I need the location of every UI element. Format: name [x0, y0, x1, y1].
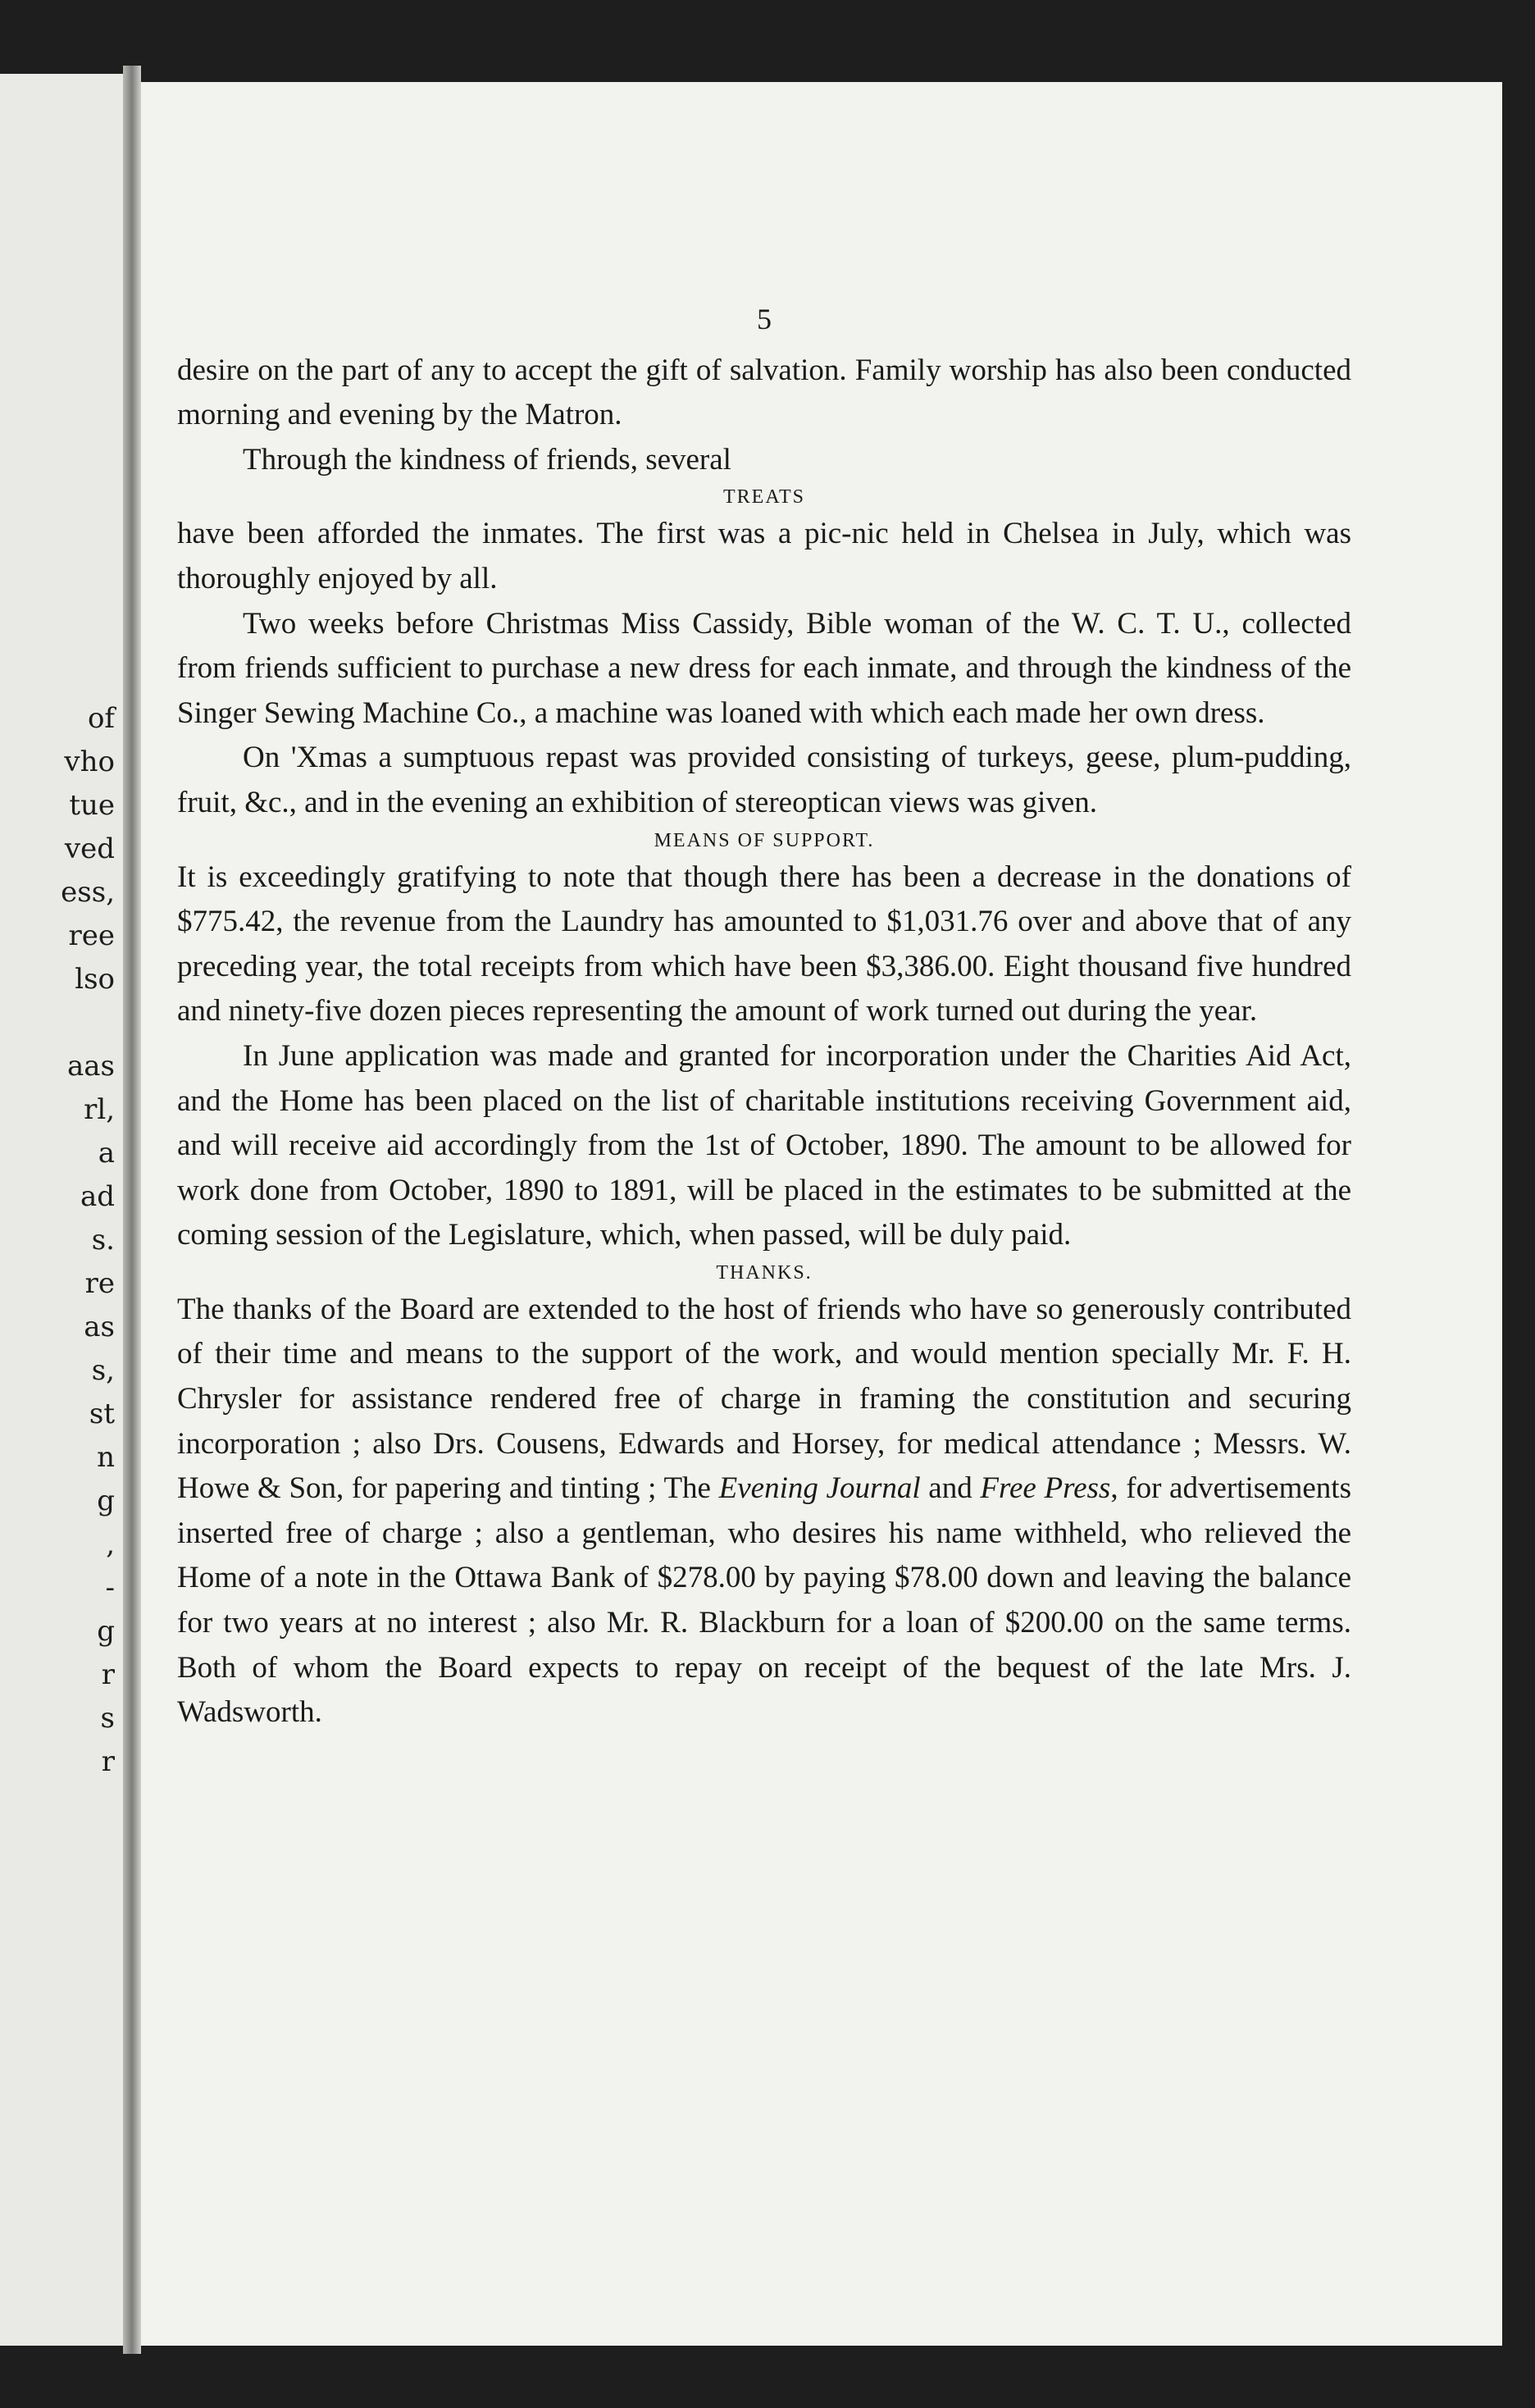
left-page-fragment: ree — [68, 919, 115, 952]
left-page-fragment: n — [97, 1441, 115, 1474]
body-paragraph: Two weeks before Christmas Miss Cassidy, Bible woman of the W. C. T. U., collected from friends sufficient to purchase a new dress for each inmate, and through the kindness of the Singer Sewing Machine Co., a machine was loaned with which each made her own dress. — [177, 606, 1351, 730]
body-paragraph: Through the kindness of friends, several — [243, 442, 731, 477]
left-page-fragment: tue — [69, 789, 115, 822]
body-sections — [177, 349, 1351, 1288]
left-page-fragment: g — [97, 1615, 115, 1648]
thanks-text-1: The thanks of the Board are extended to the host of friends who have so generously contributed of their time and means to the support of the work, and would mention specially Mr. F. H. Chrysler for assistance rendered free of charge in framing the constitution and securing incorporation ; also Drs. Cousens, Edwards and Horsey, for medical attendance ; Messrs. W. Howe & Son, for papering and tinting ; The — [177, 1292, 1351, 1506]
left-page-fragment: st — [89, 1398, 115, 1430]
body-paragraph: It is exceedingly gratifying to note that though there has been a decrease in the donations of $775.42, the revenue from the Laundry has amounted to $1,031.76 over and above that of any preceding year, the total receipts from which have been $3,386.00. Eight thousand five hundred and ninety-five dozen pieces representing the amount of work turned out during the year. — [177, 860, 1351, 1028]
left-page-fragment: s — [100, 1702, 115, 1735]
left-page-fragment: g — [97, 1484, 115, 1517]
body-paragraph: desire on the part of any to accept the gift of salvation. Family worship has also been conducted morning and evening by the Matron. — [177, 353, 1351, 432]
binding-gutter — [123, 66, 141, 2354]
evening-journal-title: Evening Journal — [718, 1471, 921, 1506]
left-page-fragment: of — [87, 702, 115, 735]
left-page-fragment: ved — [64, 832, 115, 865]
section-heading: MEANS OF SUPPORT. — [654, 829, 875, 851]
free-press-title: Free Press — [980, 1471, 1111, 1506]
body-paragraph: have been afforded the inmates. The first was a pic-nic held in Chelsea in July, which was thoroughly enjoyed by all. — [177, 517, 1351, 595]
page-content — [177, 297, 1351, 1735]
thanks-paragraph — [177, 1288, 1351, 1735]
body-paragraph: In June application was made and granted for incorporation under the Charities Aid Act, and the Home has been placed on the list of charitable institutions receiving Government aid, and will receive aid accordingly from the 1st of October, 1890. The amount to be allowed for work done from October, 1890 to 1891, will be placed in the estimates to be submitted at the coming session of the Legislature, which, when passed, will be duly paid. — [177, 1038, 1351, 1252]
left-page-fragment: s. — [91, 1224, 115, 1256]
left-page-fragment: r — [101, 1745, 115, 1778]
left-page-fragment: rl, — [84, 1093, 115, 1126]
section-heading: TREATS — [722, 486, 805, 509]
left-page-fragment: vho — [64, 746, 115, 778]
thanks-text-2: and — [920, 1471, 981, 1506]
thanks-text-3: , for advertisements inserted free of charge ; also a gentleman, who desires his name withheld, who relieved the Home of a note in the Ottawa Bank of $278.00 by paying $78.00 down and leaving the balance for two years at no interest ; also Mr. R. Blackburn for a loan of $200.00 on the same terms. Both of whom the Board expects to repay on receipt of the bequest of the late Mrs. J. Wadsworth. — [177, 1471, 1351, 1730]
left-page-fragment: , — [106, 1528, 115, 1561]
left-page-fragment: s, — [91, 1354, 115, 1387]
document-page — [141, 82, 1502, 2346]
left-page-fragment: as — [84, 1311, 115, 1343]
left-page-fragment — [16, 1001, 115, 1045]
left-page-fragment: lso — [75, 963, 115, 996]
body-paragraph: On 'Xmas a sumptuous repast was provided consisting of turkeys, geese, plum-pudding, fruit, &c., and in the evening an exhibition of stereoptican views was given. — [177, 741, 1351, 819]
left-page-fragment: - — [105, 1571, 115, 1604]
left-page-fragments — [16, 697, 115, 1784]
left-page-edge — [0, 74, 123, 2346]
left-page-fragment: a — [98, 1137, 115, 1170]
left-page-fragment: r — [101, 1658, 115, 1691]
left-page-fragment: aas — [67, 1050, 115, 1083]
left-page-fragment: ad — [80, 1180, 115, 1213]
section-heading: THANKS. — [716, 1261, 813, 1284]
page-number: 5 — [757, 303, 772, 335]
left-page-fragment: re — [84, 1267, 115, 1300]
left-page-fragment: ess, — [61, 876, 115, 909]
